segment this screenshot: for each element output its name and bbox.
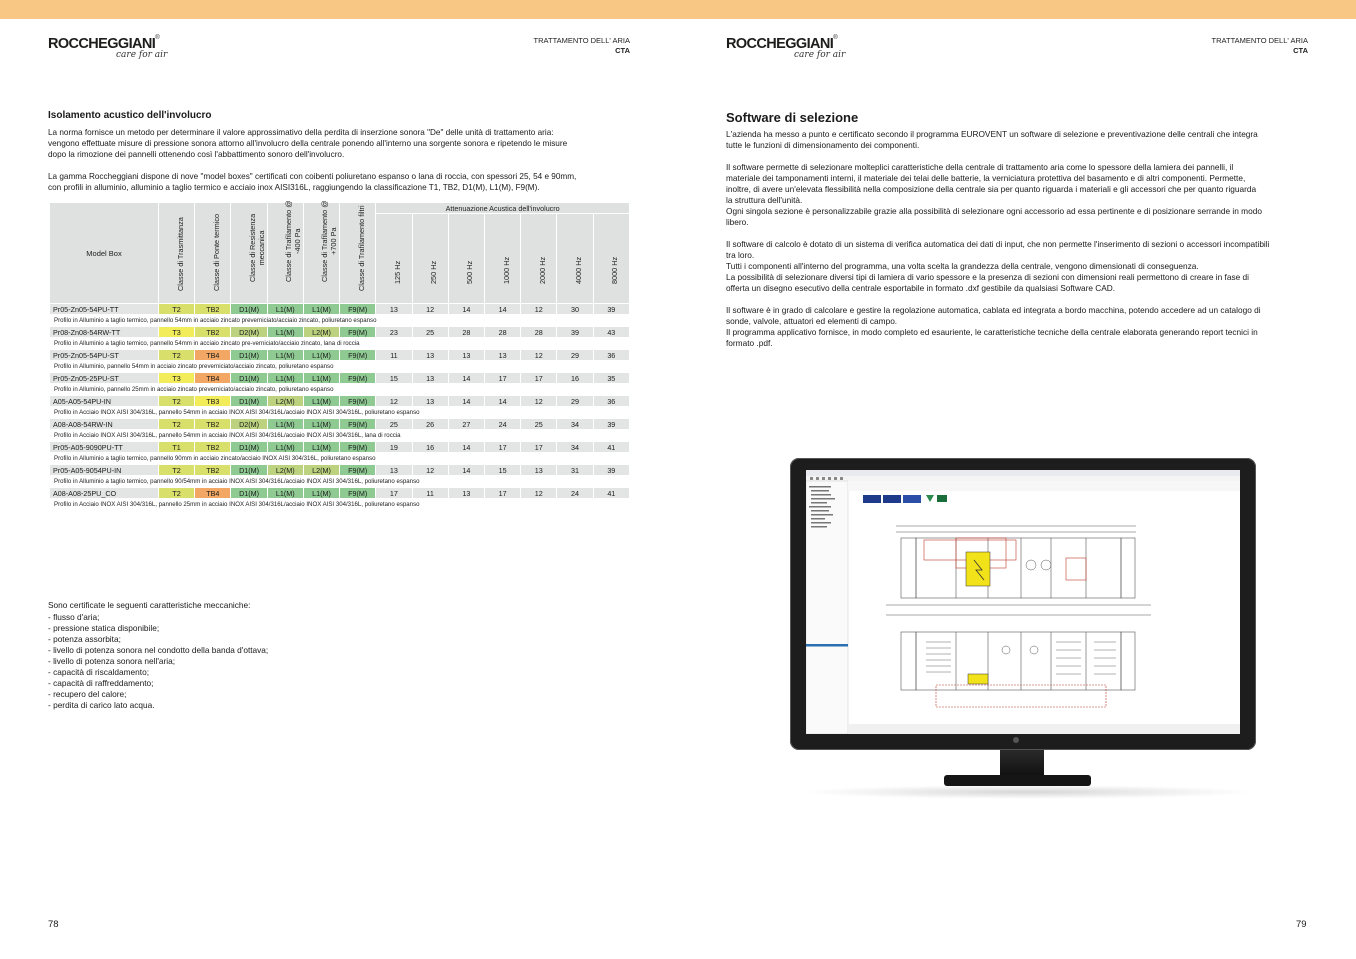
class-cell: F9(M) xyxy=(340,442,376,453)
header-text-line: +700 Pa xyxy=(328,227,338,255)
attenuation-cell: 43 xyxy=(593,327,629,338)
freq-header: 1000 Hz xyxy=(484,214,520,304)
table-row xyxy=(50,350,630,361)
cert-item: - perdita di carico lato acqua. xyxy=(48,700,268,711)
text-line: inoltre, di avere un'elevata flessibilità nella composizione della centrale sia per quanto riguarda i materiali e gli accessori che per quanto riguarda xyxy=(726,184,1257,194)
class-cell: F9(M) xyxy=(340,327,376,338)
text-line: offerta un disegno esecutivo della centrale esportabile in formato .dxf gestibile da qualsiasi Software CAD. xyxy=(726,283,1116,293)
text-line: dopo la rimozione dei pannelli ottenendo così l'abbattimento sonoro dell'involucro. xyxy=(48,150,345,159)
table-row xyxy=(50,304,630,315)
class-cell: T2 xyxy=(159,419,195,430)
class-cell: L1(M) xyxy=(267,442,303,453)
class-cell: L1(M) xyxy=(303,442,339,453)
text-line: sonde, valvole, attuatori ed elementi di campo. xyxy=(726,316,898,326)
attenuation-cell: 35 xyxy=(593,373,629,384)
cert-item: - livello di potenza sonora nell'aria; xyxy=(48,656,268,667)
header-line2: CTA xyxy=(615,46,630,55)
class-cell: L1(M) xyxy=(303,304,339,315)
attenuation-cell: 17 xyxy=(484,442,520,453)
description-cell: Profilo in Acciaio INOX AISI 304/316L, pannello 25mm in acciaio INOX AISI 304/316L/acciaio INOX AISI 304/316L, poliuretano espanso xyxy=(50,499,630,511)
description-cell: Profilo in Alluminio, pannello 54mm in acciaio zincato preverniciato/acciaio zincato, poliuretano espanso xyxy=(50,361,630,373)
class-cell: F9(M) xyxy=(340,373,376,384)
table-row-description xyxy=(50,430,630,442)
model-box-header: Model Box xyxy=(50,203,159,304)
model-cell: A08-A08-25PU_CO xyxy=(50,488,159,499)
model-cell: Pr05-A05-9090PU-TT xyxy=(50,442,159,453)
attenuation-cell: 41 xyxy=(593,488,629,499)
text-line: L'azienda ha messo a punto e certificato secondo il programma EUROVENT un software di selezione e preventivazione delle centrali che integra xyxy=(726,129,1258,139)
model-box-paragraph xyxy=(48,171,576,193)
attenuation-cell: 17 xyxy=(484,488,520,499)
text-line: tra loro. xyxy=(726,250,755,260)
description-cell: Profilo in Alluminio a taglio termico, pannello 90mm in acciaio zincato/acciaio INOX AISI 304/316L, poliuretano espanso xyxy=(50,453,630,465)
cert-item: - flusso d'aria; xyxy=(48,612,268,623)
logo-tagline: care for air xyxy=(116,50,168,60)
text-line: materiale dei tamponamenti interni, il materiale dei telai delle batterie, la verniciatura protettiva del basamento e di altri componenti. Permette, xyxy=(726,173,1246,183)
description-cell: Profilo in Alluminio a taglio termico, pannello 54mm in acciaio zincato preverniciato/acciaio zincato, poliuretano espanso xyxy=(50,315,630,327)
monitor-shadow xyxy=(800,785,1255,799)
attenuation-cell: 39 xyxy=(593,465,629,476)
cert-item: - capacità di riscaldamento; xyxy=(48,667,268,678)
attenuation-cell: 17 xyxy=(484,373,520,384)
class-cell: D1(M) xyxy=(231,488,267,499)
right-logo xyxy=(726,35,846,60)
class-cell: L1(M) xyxy=(303,419,339,430)
attenuation-cell: 24 xyxy=(484,419,520,430)
class-cell: D2(M) xyxy=(231,327,267,338)
attenuation-cell: 14 xyxy=(448,396,484,407)
attenuation-cell: 28 xyxy=(448,327,484,338)
attenuation-cell: 17 xyxy=(521,373,557,384)
cert-item: - recupero del calore; xyxy=(48,689,268,700)
class-header xyxy=(267,200,303,304)
attenuation-cell: 13 xyxy=(376,304,412,315)
class-cell: TB3 xyxy=(195,396,231,407)
intro-paragraph xyxy=(48,127,567,160)
attenuation-cell: 17 xyxy=(376,488,412,499)
table-row xyxy=(50,465,630,476)
attenuation-cell: 15 xyxy=(376,373,412,384)
table-row-description xyxy=(50,407,630,419)
class-cell: F9(M) xyxy=(340,465,376,476)
logo-brand: ROCCHEGGIANI xyxy=(48,36,156,52)
attenuation-cell: 12 xyxy=(521,396,557,407)
class-cell: T3 xyxy=(159,373,195,384)
software-paragraph xyxy=(726,239,1308,294)
section-title: Isolamento acustico dell'involucro xyxy=(48,110,212,121)
text-line: con profili in alluminio, alluminio a taglio termico e acciaio inox AISI316L, raggiungendo la classificazione T1, TB2, D1(M), L1(M), F9(M). xyxy=(48,183,540,192)
header-line2: CTA xyxy=(1293,46,1308,55)
class-cell: L2(M) xyxy=(303,327,339,338)
table-row xyxy=(50,327,630,338)
right-running-header xyxy=(1212,36,1308,56)
software-paragraph xyxy=(726,129,1308,151)
attenuation-cell: 12 xyxy=(412,465,448,476)
header-line1: TRATTAMENTO DELL' ARIA xyxy=(533,36,630,45)
attenuation-cell: 41 xyxy=(593,442,629,453)
monitor-stand xyxy=(944,775,1091,786)
class-header: Classe di Trasmittanza xyxy=(159,203,195,304)
class-cell: L2(M) xyxy=(267,396,303,407)
cert-item: - potenza assorbita; xyxy=(48,634,268,645)
description-cell: Profilo in Acciaio INOX AISI 304/316L, pannello 54mm in acciaio INOX AISI 304/316L/acciaio INOX AISI 304/316L, lana di roccia xyxy=(50,430,630,442)
text-line: La gamma Roccheggiani dispone di nove "model boxes" certificati con coibenti poliuretano espanso o lana di roccia, con spessori 25, 54 e 90mm, xyxy=(48,172,577,181)
class-cell: D1(M) xyxy=(231,465,267,476)
class-cell: TB4 xyxy=(195,488,231,499)
class-cell: F9(M) xyxy=(340,419,376,430)
attenuation-cell: 28 xyxy=(521,327,557,338)
attenuation-cell: 14 xyxy=(484,396,520,407)
class-cell: D1(M) xyxy=(231,373,267,384)
cert-item: - livello di potenza sonora nel condotto della banda d'ottava; xyxy=(48,645,268,656)
freq-header: 4000 Hz xyxy=(557,214,593,304)
text-line: vengono effettuate misure di pressione sonora attorno all'involucro della centrale ponendo all'interno una sorgente sonora e ripetendo le misure xyxy=(48,139,568,148)
attenuation-cell: 12 xyxy=(521,304,557,315)
table-row-description xyxy=(50,499,630,511)
attenuation-cell: 29 xyxy=(557,350,593,361)
text-line: Ogni singola sezione è personalizzabile grazie alla possibilità di selezionare ogni accessorio ad essa pertinente e di posizionare serrande in modo xyxy=(726,206,1262,216)
text-line: Il software di calcolo è dotato di un sistema di verifica automatica dei dati di input, che non permette l'inserimento di sezioni o accessori incompatibili xyxy=(726,239,1270,249)
attenuation-cell: 13 xyxy=(376,465,412,476)
monitor-image xyxy=(790,458,1256,750)
software-screenshot xyxy=(806,470,1240,734)
attenuation-cell: 39 xyxy=(557,327,593,338)
freq-header: 8000 Hz xyxy=(593,214,629,304)
description-cell: Profilo in Alluminio a taglio termico, pannello 54mm in acciaio zincato pre-verniciato/acciaio zincato, lana di roccia xyxy=(50,338,630,350)
table-row xyxy=(50,442,630,453)
attenuation-cell: 13 xyxy=(484,350,520,361)
cad-drawing xyxy=(806,470,1240,734)
attenuation-cell: 13 xyxy=(448,350,484,361)
attenuation-cell: 34 xyxy=(557,442,593,453)
attenuation-cell: 11 xyxy=(376,350,412,361)
table-row xyxy=(50,373,630,384)
class-cell: TB4 xyxy=(195,373,231,384)
header-line1: TRATTAMENTO DELL' ARIA xyxy=(1211,36,1308,45)
class-cell: D1(M) xyxy=(231,396,267,407)
acoustic-table xyxy=(49,202,630,511)
class-cell: TB2 xyxy=(195,327,231,338)
class-cell: F9(M) xyxy=(340,396,376,407)
class-cell: D1(M) xyxy=(231,442,267,453)
attenuation-cell: 16 xyxy=(557,373,593,384)
attenuation-cell: 13 xyxy=(412,396,448,407)
class-cell: L1(M) xyxy=(303,488,339,499)
class-cell: D1(M) xyxy=(231,350,267,361)
class-cell: T2 xyxy=(159,396,195,407)
class-header xyxy=(231,203,267,304)
text-line: Tutti i componenti all'interno del programma, una volta scelta la grandezza della centrale, vengono dimensionati di conseguenza. xyxy=(726,261,1199,271)
logo-tagline: care for air xyxy=(794,50,846,60)
class-header xyxy=(303,200,339,304)
page-number-left: 78 xyxy=(48,919,59,930)
table-row-description xyxy=(50,384,630,396)
class-cell: T1 xyxy=(159,442,195,453)
header-text-line: meccanica xyxy=(256,230,266,266)
cert-item: - pressione statica disponibile; xyxy=(48,623,268,634)
freq-header: 500 Hz xyxy=(448,214,484,304)
class-cell: TB2 xyxy=(195,419,231,430)
freq-header: 250 Hz xyxy=(412,214,448,304)
header-text-line: Classe di Trafilamento @ xyxy=(320,200,330,282)
attenuation-cell: 12 xyxy=(521,488,557,499)
top-accent-bar xyxy=(0,0,1356,19)
attenuation-cell: 23 xyxy=(376,327,412,338)
attenuation-cell: 28 xyxy=(484,327,520,338)
description-cell: Profilo in Alluminio a taglio termico, pannello 90/54mm in acciaio INOX AISI 304/316L/acciaio INOX AISI 304/316L, poliuretano espanso xyxy=(50,476,630,488)
software-paragraph xyxy=(726,305,1308,349)
attenuation-cell: 39 xyxy=(593,304,629,315)
class-cell: T2 xyxy=(159,304,195,315)
class-cell: L1(M) xyxy=(267,327,303,338)
cert-title: Sono certificate le seguenti caratteristiche meccaniche: xyxy=(48,600,251,610)
class-cell: L1(M) xyxy=(267,304,303,315)
class-cell: L1(M) xyxy=(267,419,303,430)
text-line: formato .pdf. xyxy=(726,338,773,348)
software-description xyxy=(726,129,1308,360)
class-cell: L1(M) xyxy=(303,350,339,361)
class-cell: TB2 xyxy=(195,465,231,476)
class-cell: TB2 xyxy=(195,442,231,453)
class-cell: T3 xyxy=(159,327,195,338)
table-row xyxy=(50,419,630,430)
attenuation-cell: 14 xyxy=(448,442,484,453)
description-cell: Profilo in Acciaio INOX AISI 304/316L, pannello 54mm in acciaio INOX AISI 304/316L/acciaio INOX AISI 304/316L, poliuretano espanso xyxy=(50,407,630,419)
attenuation-cell: 13 xyxy=(448,488,484,499)
attenuation-cell: 30 xyxy=(557,304,593,315)
attenuation-cell: 25 xyxy=(521,419,557,430)
cert-list xyxy=(48,612,268,711)
class-cell: F9(M) xyxy=(340,350,376,361)
class-cell: L1(M) xyxy=(303,373,339,384)
power-button xyxy=(1013,737,1019,743)
attenuation-cell: 25 xyxy=(412,327,448,338)
attenuation-group-header: Attenuazione Acustica dell'involucro xyxy=(376,203,630,214)
class-cell: T2 xyxy=(159,488,195,499)
class-cell: F9(M) xyxy=(340,488,376,499)
attenuation-cell: 17 xyxy=(521,442,557,453)
header-text-line: Classe di Trafilamento @ xyxy=(284,200,294,282)
attenuation-cell: 19 xyxy=(376,442,412,453)
table-row-description xyxy=(50,453,630,465)
class-cell: T2 xyxy=(159,465,195,476)
class-cell: L2(M) xyxy=(303,465,339,476)
attenuation-cell: 13 xyxy=(521,465,557,476)
class-header: Classe di Trafilamento filtri xyxy=(340,203,376,304)
table-row-description xyxy=(50,315,630,327)
class-cell: D1(M) xyxy=(231,304,267,315)
attenuation-cell: 15 xyxy=(484,465,520,476)
model-cell: A05-A05-54PU-IN xyxy=(50,396,159,407)
table-row-description xyxy=(50,476,630,488)
model-cell: Pr05-Zn05-25PU-ST xyxy=(50,373,159,384)
attenuation-cell: 24 xyxy=(557,488,593,499)
class-cell: L1(M) xyxy=(303,396,339,407)
software-paragraph xyxy=(726,162,1308,228)
class-cell: D2(M) xyxy=(231,419,267,430)
freq-header: 125 Hz xyxy=(376,214,412,304)
model-cell: Pr05-Zn05-54PU-ST xyxy=(50,350,159,361)
header-text-line: -400 Pa xyxy=(292,228,302,254)
attenuation-cell: 39 xyxy=(593,419,629,430)
header-text-line: Classe di Resistenza xyxy=(248,213,258,282)
attenuation-cell: 36 xyxy=(593,396,629,407)
attenuation-cell: 13 xyxy=(412,350,448,361)
class-cell: TB2 xyxy=(195,304,231,315)
text-line: La possibilità di selezionare diversi tipi di lamiera di vario spessore e la presenza di sezioni con dimensioni reali permettono di creare in fase di xyxy=(726,272,1249,282)
attenuation-cell: 14 xyxy=(448,304,484,315)
attenuation-cell: 11 xyxy=(412,488,448,499)
class-cell: T2 xyxy=(159,350,195,361)
model-cell: Pr05-Zn05-54PU-TT xyxy=(50,304,159,315)
logo-reg: ® xyxy=(833,35,838,41)
logo-reg: ® xyxy=(155,35,160,41)
left-running-header xyxy=(534,36,630,56)
text-line: tutte le funzioni di dimensionamento dei componenti. xyxy=(726,140,920,150)
text-line: La norma fornisce un metodo per determinare il valore approssimativo della perdita di inserzione sonora "De" delle unità di trattamento aria: xyxy=(48,128,554,137)
attenuation-cell: 31 xyxy=(557,465,593,476)
text-line: la struttura dell'unità. xyxy=(726,195,803,205)
table-row-description xyxy=(50,338,630,350)
description-cell: Profilo in Alluminio, pannello 25mm in acciaio zincato preverniciato/acciaio zincato, poliuretano espanso xyxy=(50,384,630,396)
class-header: Classe di Ponte termico xyxy=(195,203,231,304)
model-cell: Pr08-Zn08-54RW-TT xyxy=(50,327,159,338)
class-cell: L1(M) xyxy=(267,488,303,499)
model-cell: A08-A08-54RW-IN xyxy=(50,419,159,430)
monitor-neck xyxy=(1000,750,1044,776)
attenuation-cell: 14 xyxy=(448,465,484,476)
class-cell: F9(M) xyxy=(340,304,376,315)
logo-brand: ROCCHEGGIANI xyxy=(726,36,834,52)
text-line: Il programma applicativo fornisce, in modo completo ed esauriente, le caratteristiche tecniche della centrale elaborata generando report tecnici in xyxy=(726,327,1258,337)
page-number-right: 79 xyxy=(1296,919,1307,930)
attenuation-cell: 14 xyxy=(448,373,484,384)
attenuation-cell: 12 xyxy=(412,304,448,315)
class-cell: TB4 xyxy=(195,350,231,361)
attenuation-cell: 34 xyxy=(557,419,593,430)
attenuation-cell: 12 xyxy=(376,396,412,407)
cert-item: - capacità di raffreddamento; xyxy=(48,678,268,689)
attenuation-cell: 36 xyxy=(593,350,629,361)
table-row xyxy=(50,488,630,499)
attenuation-cell: 12 xyxy=(521,350,557,361)
attenuation-cell: 25 xyxy=(376,419,412,430)
class-cell: L1(M) xyxy=(267,350,303,361)
attenuation-cell: 14 xyxy=(484,304,520,315)
class-cell: L2(M) xyxy=(267,465,303,476)
attenuation-cell: 26 xyxy=(412,419,448,430)
software-title: Software di selezione xyxy=(726,110,859,125)
freq-header: 2000 Hz xyxy=(521,214,557,304)
table-row-description xyxy=(50,361,630,373)
attenuation-cell: 27 xyxy=(448,419,484,430)
text-line: Il software permette di selezionare molteplici caratteristiche della centrale di trattamento aria come lo spessore della lamiera dei pannelli, il xyxy=(726,162,1234,172)
attenuation-cell: 29 xyxy=(557,396,593,407)
text-line: Il software è in grado di calcolare e gestire la regolazione automatica, cablata ed integrata a bordo macchina, potendo accedere ad un catalogo di xyxy=(726,305,1261,315)
text-line: libero. xyxy=(726,217,749,227)
attenuation-cell: 16 xyxy=(412,442,448,453)
left-logo xyxy=(48,35,168,60)
attenuation-cell: 13 xyxy=(412,373,448,384)
table-row xyxy=(50,396,630,407)
class-cell: L1(M) xyxy=(267,373,303,384)
model-cell: Pr05-A05-9054PU-IN xyxy=(50,465,159,476)
